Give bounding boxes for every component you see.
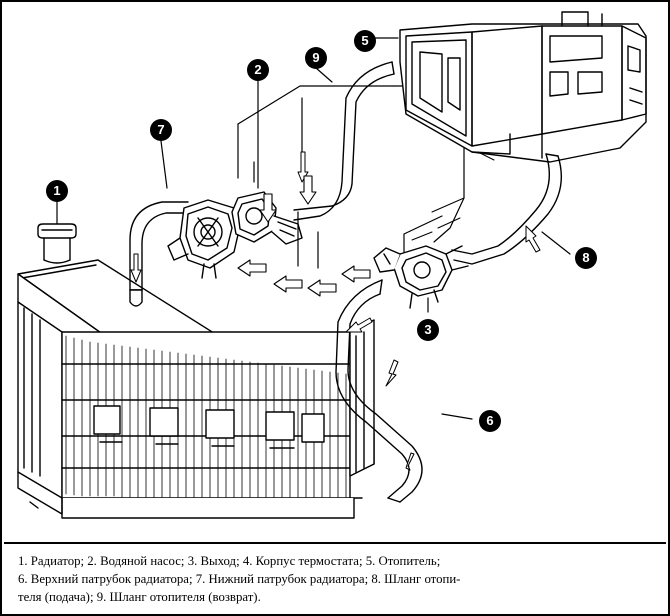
callout-9[interactable]: 9 (305, 47, 327, 69)
caption-line-3: теля (подача); 9. Шланг отопителя (возврат). (18, 590, 261, 604)
outlet-lower (374, 246, 468, 312)
callout-6[interactable]: 6 (479, 410, 501, 432)
caption-line-2: 6. Верхний патрубок радиатора; 7. Нижний патрубок радиатора; 8. Шланг отопи- (18, 572, 461, 586)
lower-radiator-hose (130, 141, 188, 306)
callout-7[interactable]: 7 (150, 119, 172, 141)
callout-1[interactable]: 1 (46, 180, 68, 202)
callout-3-upper[interactable]: 2 (247, 59, 269, 81)
cooling-system-diagram (2, 2, 668, 542)
callout-8[interactable]: 8 (575, 247, 597, 269)
diagram-drawing (2, 2, 668, 542)
figure-caption (4, 542, 666, 614)
caption-line-1: 1. Радиатор; 2. Водяной насос; 3. Выход; 4. Корпус термостата; 5. Отопитель; (18, 554, 441, 568)
callout-3-lower[interactable]: 3 (417, 319, 439, 341)
callout-5[interactable]: 5 (354, 30, 376, 52)
